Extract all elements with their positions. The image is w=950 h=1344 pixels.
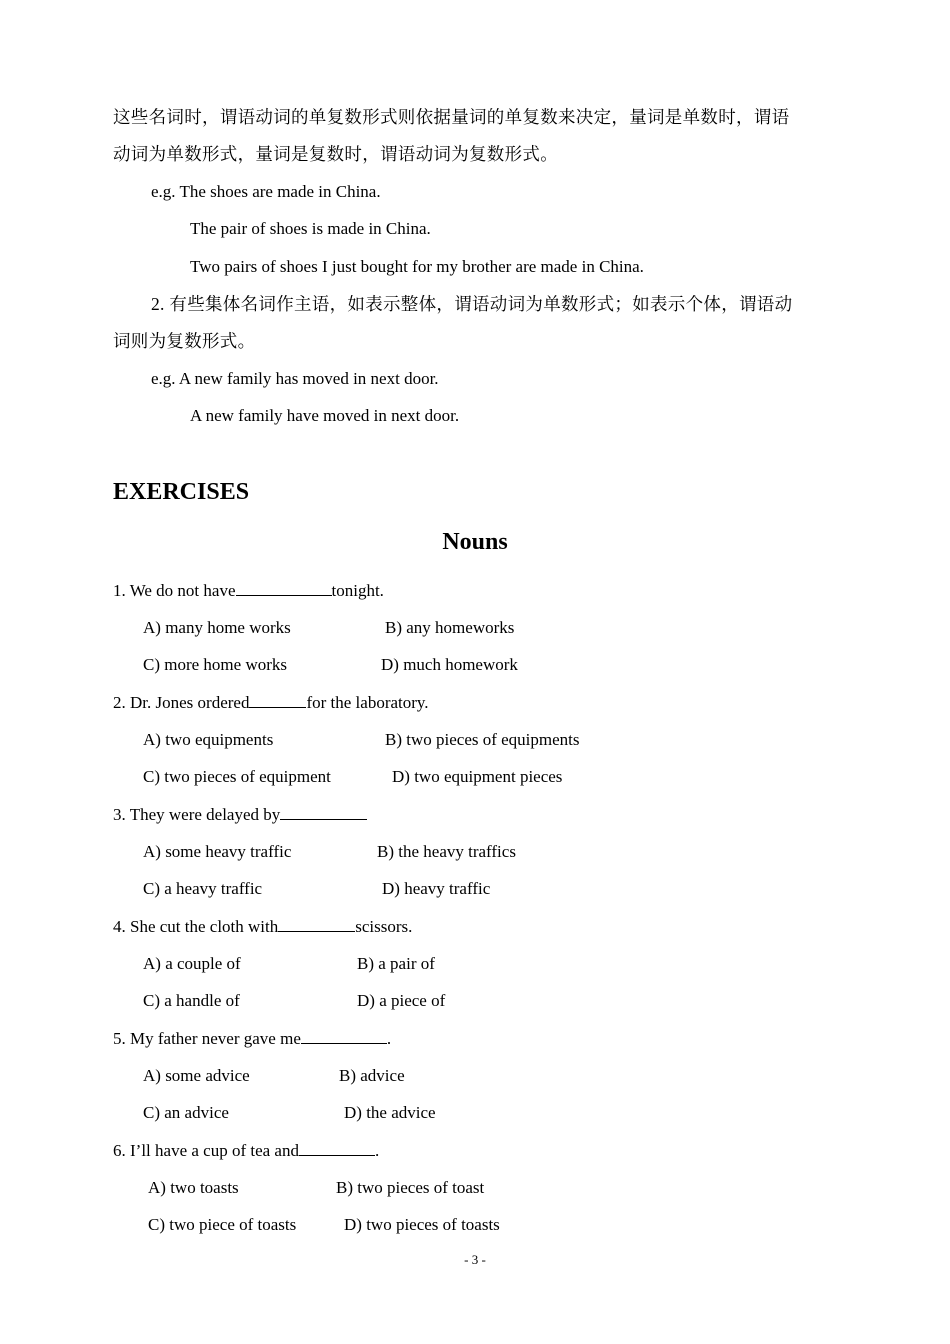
intro-example1-a: e.g. The shoes are made in China. [151,182,381,201]
intro-para1-line1: 这些名词时，谓语动词的单复数形式则依据量词的单复数来决定，量词是单数时，谓语 [113,107,790,127]
intro-example1-c: Two pairs of shoes I just bought for my brother are made in China. [190,257,644,276]
question-5-text: 5. My father never gave me [113,1029,301,1048]
question-1-option-c: C) more home works [143,655,288,674]
answer-blank [280,804,367,820]
question-5-option-d: D) the advice [344,1103,436,1122]
intro-example1-b: The pair of shoes is made in China. [190,219,431,238]
question-1-text-end: tonight. [331,581,384,600]
question-2-option-b: B) two pieces of equipments [385,730,580,749]
question-2-text: 2. Dr. Jones ordered [113,693,250,712]
intro-para1-line2: 动词为单数形式，量词是复数时，谓语动词为复数形式。 [113,144,558,164]
intro-example2-a: e.g. A new family has moved in next door. [151,369,439,388]
question-4-text: 4. She cut the cloth with [113,917,279,936]
question-3-text: 3. They were delayed by [113,805,281,824]
exercises-heading: EXERCISES [113,479,250,505]
question-5 [113,1028,391,1050]
question-1-option-b: B) any homeworks [385,618,515,637]
question-4 [113,916,412,938]
answer-blank [301,1028,387,1044]
question-6-option-b: B) two pieces of toast [336,1178,485,1197]
question-2-option-a: A) two equipments [143,730,274,749]
question-2-option-d: D) two equipment pieces [392,767,563,786]
question-3-option-a: A) some heavy traffic [143,842,292,861]
question-4-text-end: scissors. [355,917,413,936]
question-3 [113,804,367,826]
question-6 [113,1140,379,1162]
question-6-text: 6. I’ll have a cup of tea and [113,1141,299,1160]
question-6-option-d: D) two pieces of toasts [344,1215,500,1234]
question-5-option-a: A) some advice [143,1066,250,1085]
question-1-option-a: A) many home works [143,618,291,637]
answer-blank [236,580,332,596]
question-6-option-a: A) two toasts [148,1178,239,1197]
question-3-option-c: C) a heavy traffic [143,879,263,898]
answer-blank [249,692,306,708]
question-2 [113,692,429,714]
question-4-option-a: A) a couple of [143,954,241,973]
question-2-option-c: C) two pieces of equipment [143,767,331,786]
question-2-text-end: for the laboratory. [306,693,429,712]
question-3-option-b: B) the heavy traffics [377,842,516,861]
question-4-option-b: B) a pair of [357,954,435,973]
question-5-option-c: C) an advice [143,1103,229,1122]
answer-blank [299,1140,375,1156]
section-title: Nouns [442,529,508,555]
question-6-text-end: . [374,1141,380,1160]
question-5-text-end: . [386,1029,392,1048]
question-1-text: 1. We do not have [113,581,236,600]
intro-example2-b: A new family have moved in next door. [190,406,460,425]
question-4-option-c: C) a handle of [143,991,240,1010]
question-1-option-d: D) much homework [381,655,518,674]
answer-blank [278,916,355,932]
page-number: - 3 - [464,1252,486,1267]
intro-para2-line1: 2. 有些集体名词作主语，如表示整体，谓语动词为单数形式；如表示个体，谓语动 [151,294,793,314]
question-5-option-b: B) advice [339,1066,405,1085]
question-6-option-c: C) two piece of toasts [148,1215,297,1234]
question-3-option-d: D) heavy traffic [382,879,491,898]
question-4-option-d: D) a piece of [357,991,446,1010]
question-1 [113,580,384,602]
intro-para2-line2: 词则为复数形式。 [113,331,256,351]
